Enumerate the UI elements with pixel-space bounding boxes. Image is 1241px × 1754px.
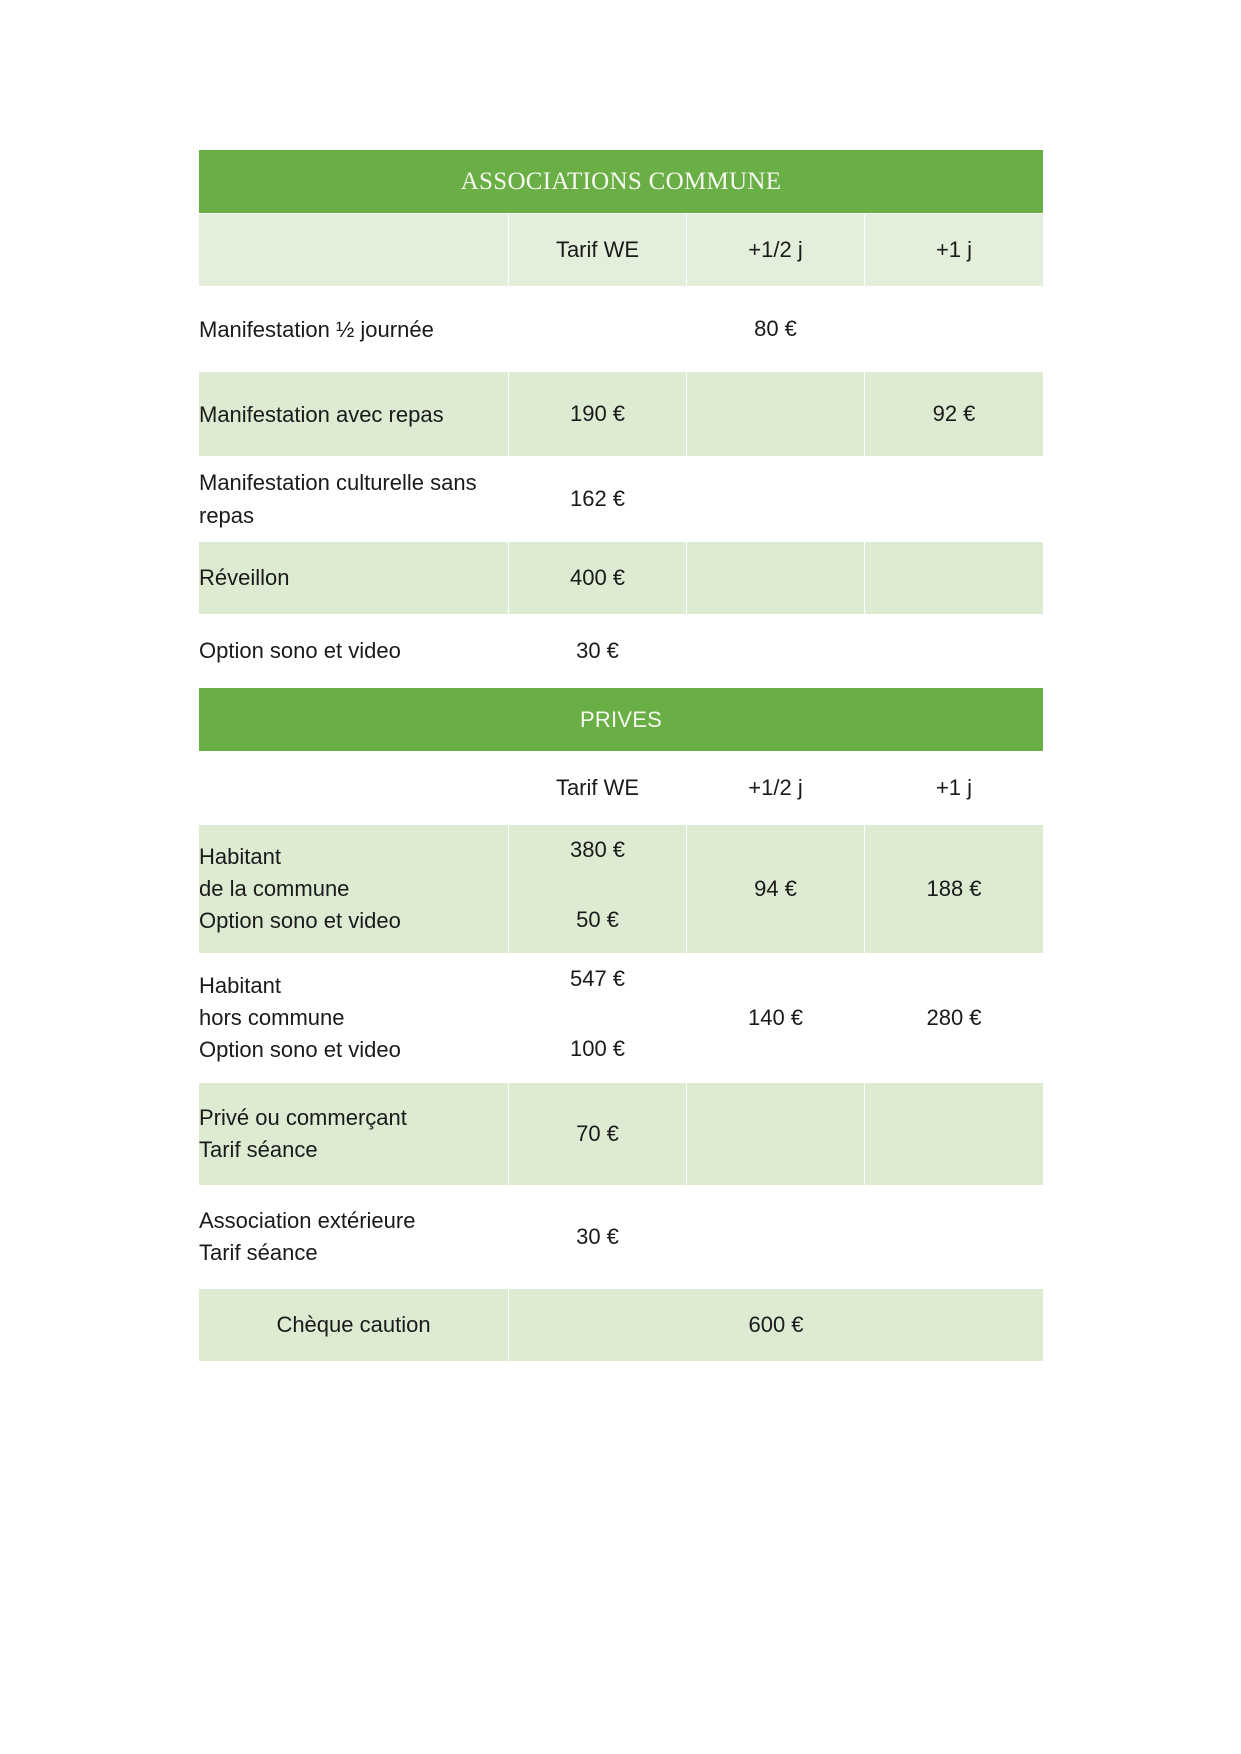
row-label: Réveillon: [199, 542, 509, 615]
row-value-full-day: 92 €: [865, 372, 1044, 457]
section-title: PRIVES: [199, 688, 1044, 752]
row-label-line1: Privé ou commerçant: [199, 1105, 407, 1131]
row-value-tarif-we: 162 €: [509, 457, 687, 542]
row-value-full-day: [865, 615, 1044, 688]
row-label: [199, 825, 509, 954]
row-label-line2: hors commune: [199, 1005, 345, 1031]
table-row: [199, 1186, 1044, 1289]
row-value-tarif-we: 30 €: [509, 615, 687, 688]
row-label: Option sono et video: [199, 615, 509, 688]
column-headers-prives: [199, 752, 1044, 825]
row-label-line3: Option sono et video: [199, 1036, 401, 1062]
section-title: ASSOCIATIONS COMMUNE: [199, 150, 1044, 214]
table-row: [199, 615, 1044, 688]
table-row: [199, 954, 1044, 1083]
column-headers-associations: [199, 214, 1044, 287]
row-label-line1: Habitant: [199, 844, 281, 870]
row-value-half-day: [687, 615, 865, 688]
row-value-full-day: [865, 1083, 1044, 1186]
row-label: [199, 954, 509, 1083]
row-value-half-day: 80 €: [687, 287, 865, 372]
caution-label: Chèque caution: [199, 1289, 509, 1362]
row-label-line2: Tarif séance: [199, 1240, 318, 1265]
section-header-prives: [199, 688, 1044, 752]
row-value-tarif-we: [509, 287, 687, 372]
column-header-tarif-we: Tarif WE: [509, 752, 687, 825]
row-value-half-day: [687, 457, 865, 542]
row-value-tarif-we: [509, 825, 687, 954]
row-value-option-sono: 50 €: [576, 907, 619, 932]
row-value-tarif-we: [509, 954, 687, 1083]
row-value-tarif-we: 190 €: [509, 372, 687, 457]
row-value-full-day: [865, 542, 1044, 615]
table-row: [199, 825, 1044, 954]
table-row: [199, 542, 1044, 615]
table-row: [199, 1083, 1044, 1186]
table-row: [199, 457, 1044, 542]
row-value-full-day: [865, 287, 1044, 372]
table-row-caution: [199, 1289, 1044, 1362]
row-value-tarif-we: 70 €: [509, 1083, 687, 1186]
row-label: Manifestation avec repas: [199, 372, 509, 457]
row-label-line1: Association extérieure: [199, 1208, 416, 1234]
row-label-line2: de la commune: [199, 876, 350, 902]
row-value-tarif-we-main: 547 €: [569, 966, 626, 991]
row-value-half-day: [687, 372, 865, 457]
column-header-tarif-we: Tarif WE: [509, 214, 687, 287]
row-label-line2: Tarif séance: [199, 1137, 318, 1162]
row-value-full-day: 188 €: [865, 825, 1044, 954]
row-label: Manifestation ½ journée: [199, 287, 509, 372]
row-label: Manifestation culturelle sans repas: [199, 457, 509, 542]
column-header-full-day: +1 j: [865, 214, 1044, 287]
row-value-half-day: [687, 542, 865, 615]
row-label: [199, 1083, 509, 1186]
row-value-full-day: 280 €: [865, 954, 1044, 1083]
column-header-half-day: +1/2 j: [687, 752, 865, 825]
row-value-tarif-we-main: 380 €: [569, 837, 626, 862]
row-value-tarif-we: 30 €: [509, 1186, 687, 1289]
caution-value: 600 €: [509, 1289, 1044, 1362]
section-header-associations: [199, 150, 1044, 214]
row-value-half-day: [687, 1083, 865, 1186]
row-label-line1: Habitant: [199, 973, 281, 999]
row-label: [199, 1186, 509, 1289]
row-value-full-day: [865, 1186, 1044, 1289]
row-label-line3: Option sono et video: [199, 907, 401, 933]
table-row: [199, 372, 1044, 457]
column-header-half-day: +1/2 j: [687, 214, 865, 287]
column-header-full-day: +1 j: [865, 752, 1044, 825]
column-header-blank: [199, 752, 509, 825]
column-header-blank: [199, 214, 509, 287]
row-value-half-day: 94 €: [687, 825, 865, 954]
pricing-table: [198, 149, 1044, 1362]
table-row: [199, 287, 1044, 372]
row-value-full-day: [865, 457, 1044, 542]
row-value-tarif-we: 400 €: [509, 542, 687, 615]
row-value-half-day: [687, 1186, 865, 1289]
row-value-half-day: 140 €: [687, 954, 865, 1083]
row-value-option-sono: 100 €: [569, 1036, 626, 1061]
